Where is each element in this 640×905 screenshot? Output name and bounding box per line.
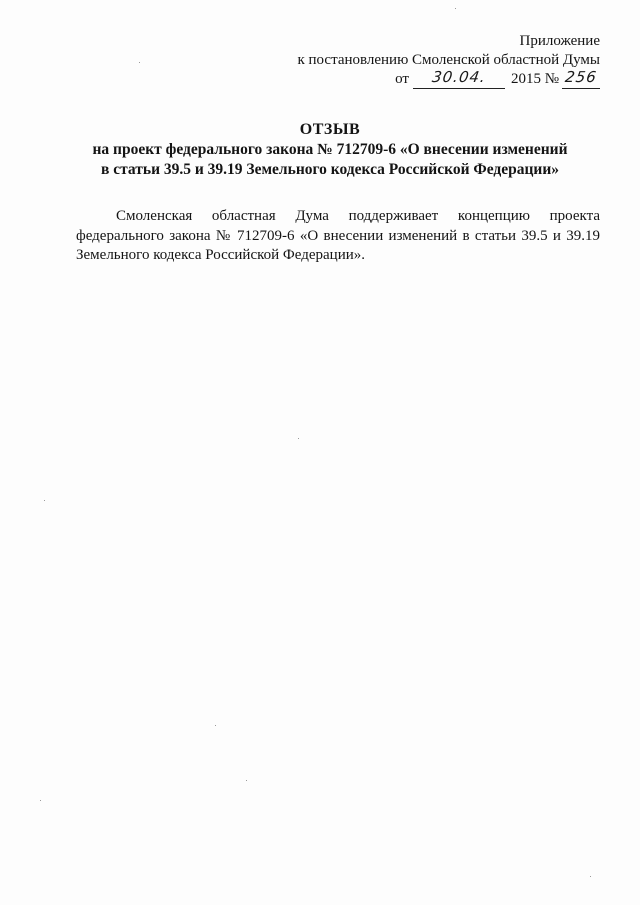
body-paragraph: Смоленская областная Дума поддерживает концепцию проекта федерального закона № 712709-6 «О внесении изменений в статьи 39.5 и 39.19 Земельного кодекса Российской Федерации».	[76, 208, 600, 263]
date-prefix: от	[395, 71, 409, 87]
document-title-block	[60, 120, 600, 180]
scan-speck	[215, 725, 216, 726]
scan-speck	[139, 62, 140, 63]
scan-speck	[455, 8, 456, 9]
date-blank	[413, 68, 505, 89]
year-and-number-label: 2015 №	[510, 71, 559, 87]
scan-speck	[298, 438, 299, 439]
appendix-reference: к постановлению Смоленской областной Думы	[297, 52, 600, 68]
appendix-header	[297, 32, 600, 89]
scan-speck	[590, 876, 591, 877]
document-title: ОТЗЫВ	[299, 121, 361, 138]
handwritten-number: 256	[563, 68, 599, 86]
scan-speck	[40, 800, 41, 801]
number-blank	[562, 68, 600, 89]
appendix-title: Приложение	[519, 33, 600, 49]
document-subtitle-line-2: в статьи 39.5 и 39.19 Земельного кодекса Российской Федерации»	[100, 161, 560, 178]
handwritten-date: 30.04.	[430, 68, 488, 86]
document-subtitle-line-1: на проект федерального закона № 712709-6 «О внесении изменений	[92, 141, 568, 158]
scan-speck	[246, 780, 247, 781]
appendix-date-line	[395, 70, 600, 89]
scan-speck	[44, 500, 45, 501]
